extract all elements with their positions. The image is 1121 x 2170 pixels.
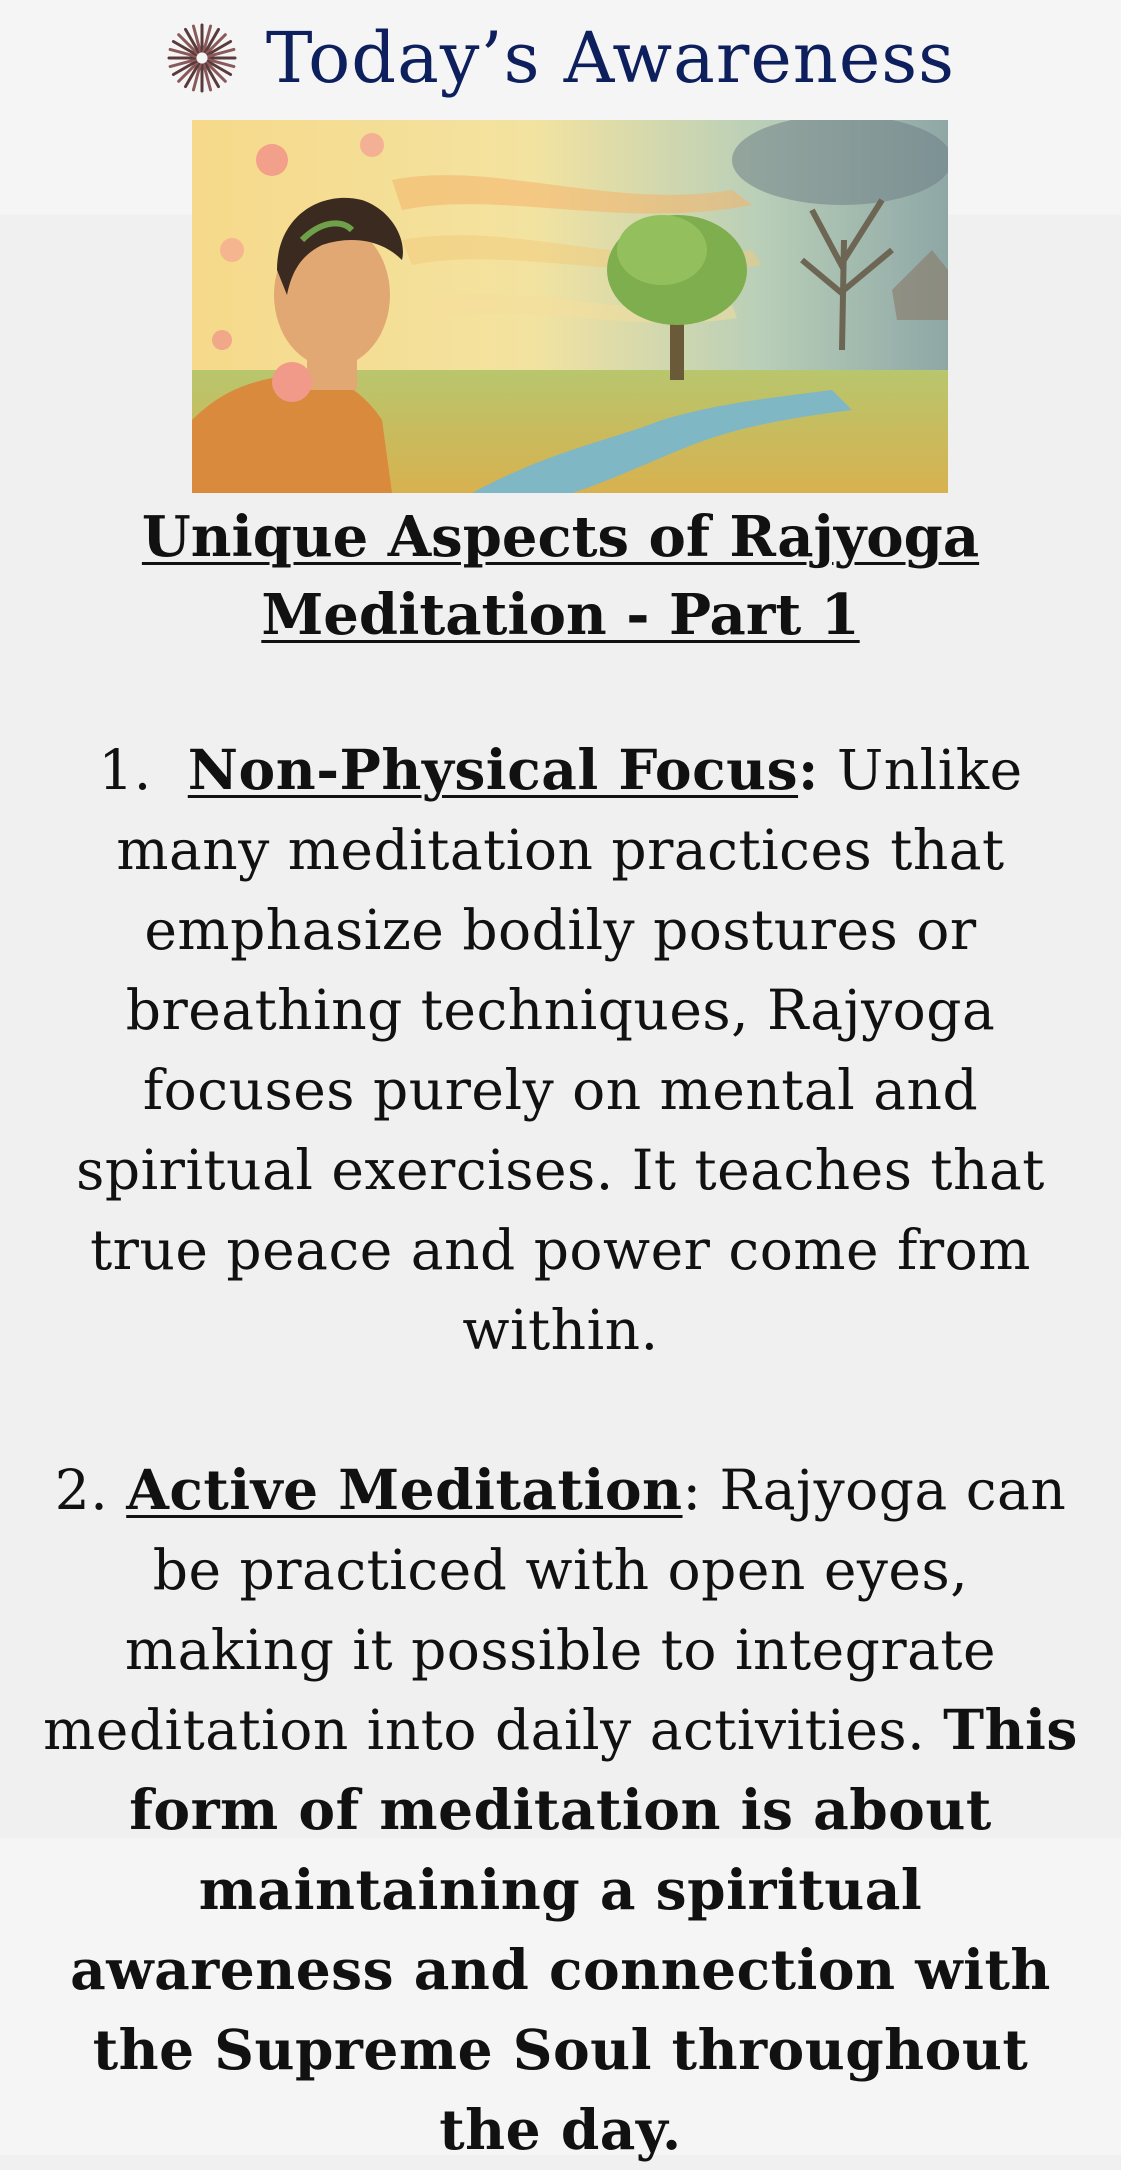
list-item-text: Unlike many meditation practices that emphasize bodily postures or breathing techniques, Rajyoga focuses purely on mental and spiritual exercises. It teaches that true peace and power come from within. — [76, 738, 1045, 1362]
header — [0, 8, 1121, 108]
list-item — [40, 730, 1081, 1370]
list-item-separator: : — [798, 737, 819, 802]
article-title — [40, 498, 1081, 654]
starburst-icon — [166, 22, 238, 94]
list-item — [40, 1450, 1081, 2170]
list-item-emphasis: This form of meditation is about maintaining a spiritual awareness and connection with the Supreme Soul throughout the day. — [70, 1697, 1078, 2162]
list-item-separator: : — [682, 1458, 702, 1522]
list-item-number: 1. — [98, 738, 152, 802]
list-item-text: Rajyoga can be practiced with open eyes, making it possible to integrate meditation into daily activities. — [43, 1458, 1067, 1762]
article-title-text: Unique Aspects of Rajyoga Meditation - Part 1 — [141, 504, 980, 648]
list-item-label: Non-Physical Focus — [187, 737, 799, 802]
hero-image — [192, 120, 948, 493]
list-item-number: 2. — [54, 1458, 109, 1522]
list-item-label: Active Meditation — [126, 1457, 683, 1522]
header-title: Today’s Awareness — [265, 17, 956, 99]
